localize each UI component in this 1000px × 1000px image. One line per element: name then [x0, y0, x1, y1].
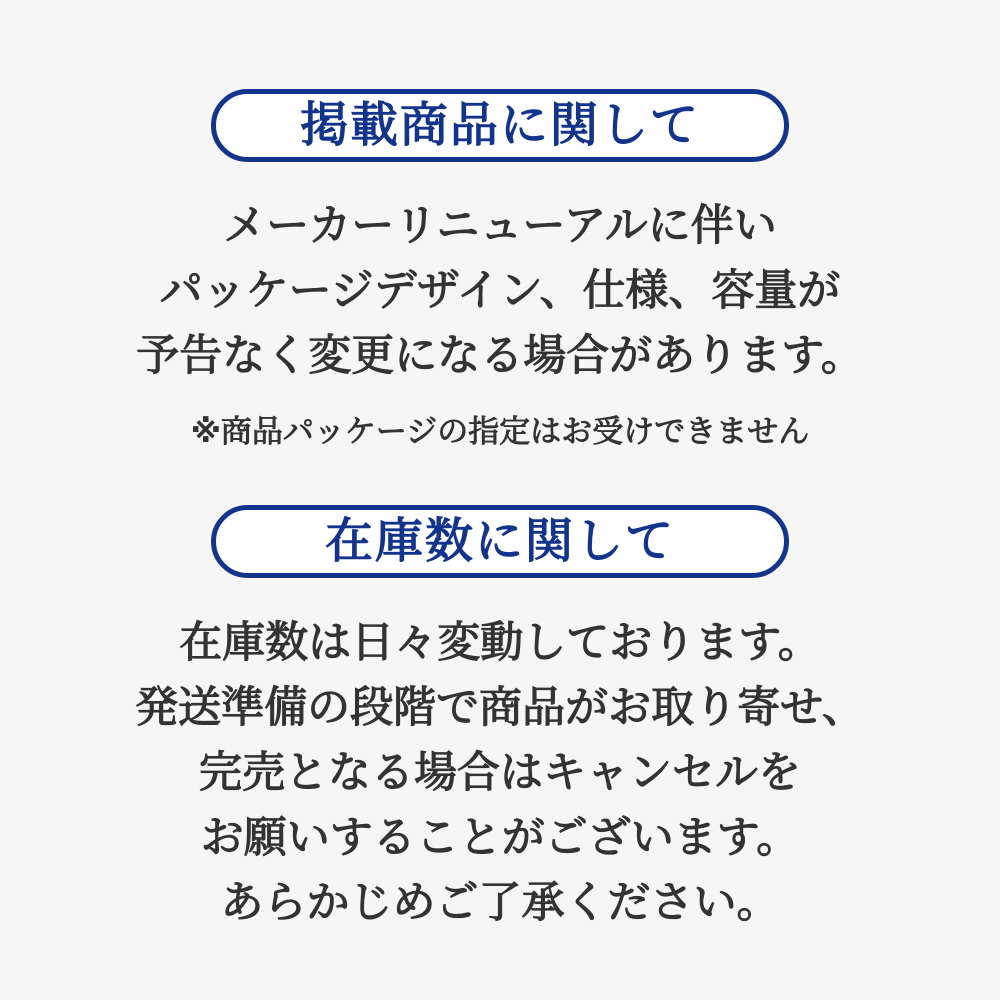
body-line: 在庫数は日々変動しております。: [179, 619, 821, 667]
body-line: メーカーリニューアルに伴い: [223, 202, 777, 250]
body-line: お願いすることがございます。: [200, 814, 800, 862]
body-line: 発送準備の段階で商品がお取り寄せ、: [135, 684, 865, 732]
section-heading-stock: 在庫数に関して: [324, 514, 675, 568]
section-body-products: [0, 194, 1000, 389]
body-line: パッケージデザイン、仕様、容量が: [159, 267, 841, 315]
notice-section-stock: [0, 505, 1000, 936]
section-heading-pill-stock: [211, 505, 789, 578]
package-note: ※商品パッケージの指定はお受けできません: [190, 414, 810, 449]
section-body-stock: [0, 611, 1000, 936]
section-heading-products: 掲載商品に関して: [299, 98, 700, 152]
body-line: 予告なく変更になる場合があります。: [136, 332, 864, 380]
body-line: あらかじめご了承ください。: [220, 879, 780, 927]
body-line: 完売となる場合はキャンセルを: [199, 749, 801, 797]
notice-section-products: [0, 89, 1000, 455]
section-heading-pill-products: [211, 89, 789, 162]
